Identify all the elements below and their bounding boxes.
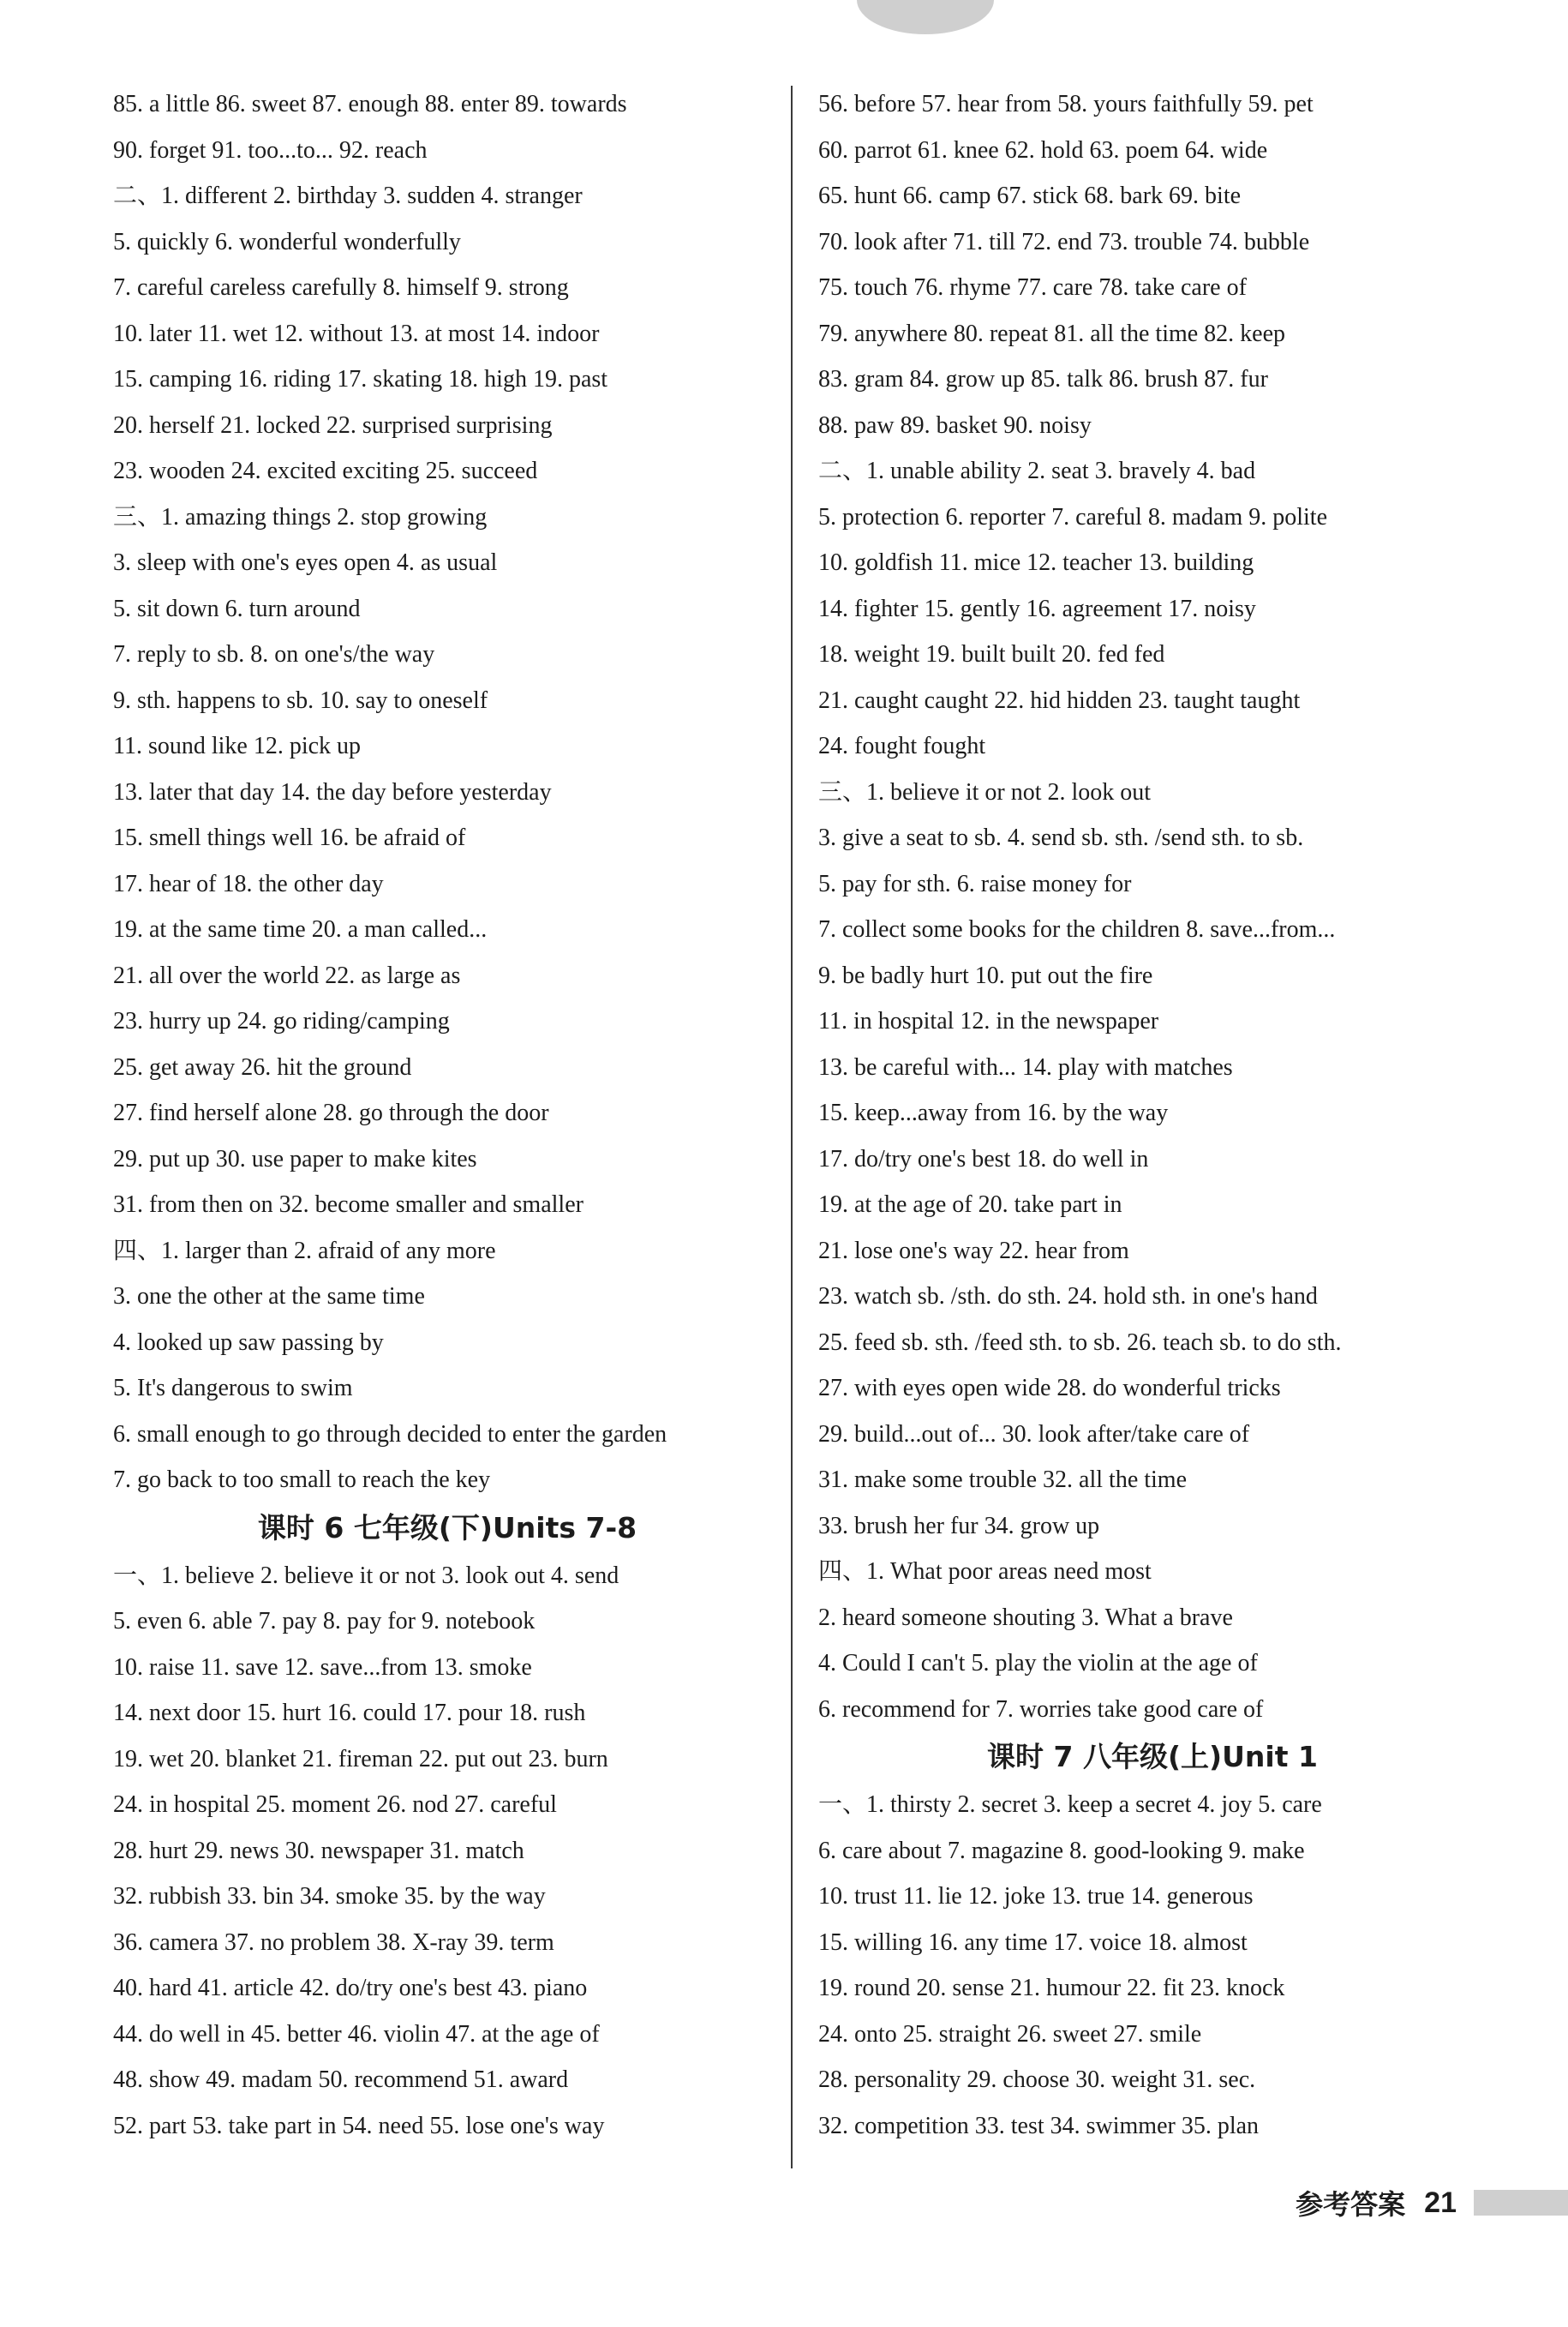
- answer-line: 60. parrot 61. knee 62. hold 63. poem 64. wide: [818, 136, 1268, 164]
- answer-line: 3. one the other at the same time: [113, 1283, 425, 1310]
- answer-line: 25. get away 26. hit the ground: [113, 1053, 412, 1081]
- answer-line: 11. in hospital 12. in the newspaper: [818, 1008, 1159, 1035]
- answer-line: 24. fought fought: [818, 733, 986, 759]
- answer-line: 44. do well in 45. better 46. violin 47. at the age of: [113, 2020, 600, 2048]
- answer-line: 15. willing 16. any time 17. voice 18. almost: [818, 1928, 1248, 1956]
- page-number: 21: [1424, 2186, 1457, 2219]
- answer-line: 20. herself 21. locked 22. surprised surprising: [113, 411, 553, 439]
- answer-line: 85. a little 86. sweet 87. enough 88. enter 89. towards: [113, 91, 627, 117]
- answer-line: 15. smell things well 16. be afraid of: [113, 825, 466, 851]
- answer-line: 21. lose one's way 22. hear from: [818, 1237, 1129, 1264]
- answer-line: 14. fighter 15. gently 16. agreement 17. noisy: [818, 595, 1256, 622]
- answer-line: 7. collect some books for the children 8. save...from...: [818, 916, 1336, 943]
- answer-line: 36. camera 37. no problem 38. X-ray 39. term: [113, 1928, 554, 1956]
- answer-line: 31. make some trouble 32. all the time: [818, 1466, 1188, 1493]
- answer-line: 一、1. believe 2. believe it or not 3. look out 4. send: [113, 1562, 619, 1589]
- answer-line: 29. put up 30. use paper to make kites: [113, 1145, 477, 1172]
- answer-line: 四、1. What poor areas need most: [818, 1558, 1152, 1585]
- answer-line: 48. show 49. madam 50. recommend 51. award: [113, 2066, 569, 2093]
- answer-line: 4. Could I can't 5. play the violin at the age of: [818, 1650, 1258, 1676]
- answer-line: 三、1. believe it or not 2. look out: [818, 778, 1152, 806]
- answer-line: 29. build...out of... 30. look after/take care of: [818, 1420, 1250, 1448]
- answer-line: 19. wet 20. blanket 21. fireman 22. put out 23. burn: [113, 1745, 608, 1772]
- answer-line: 3. give a seat to sb. 4. send sb. sth. /send sth. to sb.: [818, 825, 1304, 851]
- answer-line: 31. from then on 32. become smaller and smaller: [113, 1191, 584, 1218]
- right-column: [818, 81, 1487, 2149]
- answer-line: 23. watch sb. /sth. do sth. 24. hold sth. in one's hand: [818, 1283, 1318, 1310]
- section-heading: 课时 7 八年级(上)Unit 1: [987, 1740, 1318, 1773]
- answer-line: 75. touch 76. rhyme 77. care 78. take care of: [818, 274, 1247, 301]
- answer-line: 24. onto 25. straight 26. sweet 27. smile: [818, 2020, 1202, 2048]
- section-heading: 课时 6 七年级(下)Units 7-8: [257, 1510, 637, 1544]
- answer-line: 3. sleep with one's eyes open 4. as usual: [113, 549, 498, 576]
- answer-line: 27. with eyes open wide 28. do wonderful tricks: [818, 1375, 1281, 1401]
- answer-line: 13. later that day 14. the day before yesterday: [113, 778, 552, 806]
- answer-line: 三、1. amazing things 2. stop growing: [113, 503, 488, 531]
- answer-line: 15. keep...away from 16. by the way: [818, 1100, 1169, 1126]
- answer-line: 70. look after 71. till 72. end 73. trouble 74. bubble: [818, 228, 1310, 255]
- answer-line: 90. forget 91. too...to... 92. reach: [113, 136, 428, 164]
- answer-line: 11. sound like 12. pick up: [113, 733, 362, 759]
- answer-line: 19. at the same time 20. a man called...: [113, 916, 488, 943]
- answer-line: 5. It's dangerous to swim: [113, 1375, 353, 1401]
- left-column: [113, 81, 781, 2149]
- answer-line: 17. hear of 18. the other day: [113, 870, 384, 897]
- answer-line: 21. all over the world 22. as large as: [113, 962, 461, 989]
- answer-line: 5. sit down 6. turn around: [113, 595, 361, 622]
- answer-line: 25. feed sb. sth. /feed sth. to sb. 26. teach sb. to do sth.: [818, 1328, 1342, 1356]
- answer-line: 23. wooden 24. excited exciting 25. succeed: [113, 458, 538, 484]
- answer-line: 83. gram 84. grow up 85. talk 86. brush 87. fur: [818, 366, 1268, 393]
- answer-line: 32. rubbish 33. bin 34. smoke 35. by the way: [113, 1883, 546, 1910]
- answer-line: 4. looked up saw passing by: [113, 1328, 384, 1356]
- answer-line: 52. part 53. take part in 54. need 55. lose one's way: [113, 2112, 605, 2139]
- answer-line: 21. caught caught 22. hid hidden 23. taught taught: [818, 687, 1301, 714]
- answer-line: 23. hurry up 24. go riding/camping: [113, 1008, 450, 1035]
- answer-line: 6. care about 7. magazine 8. good-looking 9. make: [818, 1837, 1305, 1864]
- answer-line: 10. later 11. wet 12. without 13. at most 14. indoor: [113, 320, 600, 347]
- answer-line: 5. protection 6. reporter 7. careful 8. madam 9. polite: [818, 503, 1328, 531]
- footer-label: 参考答案: [1296, 2188, 1406, 2221]
- answer-line: 10. raise 11. save 12. save...from 13. smoke: [113, 1653, 532, 1681]
- answer-line: 5. even 6. able 7. pay 8. pay for 9. notebook: [113, 1608, 536, 1634]
- answer-line: 14. next door 15. hurt 16. could 17. pour 18. rush: [113, 1700, 586, 1726]
- column-divider: [791, 86, 793, 2168]
- answer-line: 6. small enough to go through decided to enter the garden: [113, 1420, 667, 1448]
- answer-line: 二、1. different 2. birthday 3. sudden 4. stranger: [113, 183, 583, 209]
- answer-line: 33. brush her fur 34. grow up: [818, 1512, 1100, 1539]
- answer-line: 四、1. larger than 2. afraid of any more: [113, 1237, 496, 1264]
- answer-line: 65. hunt 66. camp 67. stick 68. bark 69. bite: [818, 183, 1242, 209]
- answer-line: 79. anywhere 80. repeat 81. all the time 82. keep: [818, 320, 1286, 347]
- answer-line: 18. weight 19. built built 20. fed fed: [818, 641, 1165, 668]
- top-decoration: [857, 0, 994, 34]
- answer-line: 7. go back to too small to reach the key: [113, 1466, 491, 1493]
- answer-line: 10. goldfish 11. mice 12. teacher 13. building: [818, 549, 1254, 576]
- answer-line: 10. trust 11. lie 12. joke 13. true 14. generous: [818, 1883, 1254, 1910]
- answer-line: 2. heard someone shouting 3. What a brave: [818, 1604, 1233, 1631]
- footer-bar: [1474, 2190, 1568, 2216]
- answer-line: 88. paw 89. basket 90. noisy: [818, 411, 1092, 439]
- answer-line: 40. hard 41. article 42. do/try one's best 43. piano: [113, 1975, 588, 2001]
- answer-line: 28. hurt 29. news 30. newspaper 31. match: [113, 1837, 524, 1864]
- answer-line: 17. do/try one's best 18. do well in: [818, 1145, 1149, 1172]
- answer-line: 19. at the age of 20. take part in: [818, 1191, 1122, 1218]
- answer-line: 24. in hospital 25. moment 26. nod 27. careful: [113, 1791, 557, 1818]
- answer-line: 13. be careful with... 14. play with matches: [818, 1053, 1233, 1081]
- answer-line: 5. pay for sth. 6. raise money for: [818, 870, 1132, 897]
- answer-line: 28. personality 29. choose 30. weight 31. sec.: [818, 2066, 1256, 2093]
- answer-line: 7. reply to sb. 8. on one's/the way: [113, 641, 435, 668]
- answer-line: 32. competition 33. test 34. swimmer 35. plan: [818, 2112, 1260, 2139]
- answer-line: 27. find herself alone 28. go through the door: [113, 1100, 549, 1126]
- answer-line: 15. camping 16. riding 17. skating 18. high 19. past: [113, 366, 608, 393]
- page-footer: [1296, 2181, 1568, 2224]
- answer-line: 一、1. thirsty 2. secret 3. keep a secret 4. joy 5. care: [818, 1791, 1322, 1818]
- answer-line: 9. be badly hurt 10. put out the fire: [818, 962, 1153, 989]
- answer-line: 6. recommend for 7. worries take good care of: [818, 1695, 1264, 1723]
- answer-line: 5. quickly 6. wonderful wonderfully: [113, 228, 461, 255]
- answer-line: 9. sth. happens to sb. 10. say to oneself: [113, 687, 488, 714]
- answer-line: 56. before 57. hear from 58. yours faithfully 59. pet: [818, 91, 1314, 117]
- answer-line: 二、1. unable ability 2. seat 3. bravely 4. bad: [818, 458, 1256, 484]
- answer-line: 7. careful careless carefully 8. himself 9. strong: [113, 274, 569, 301]
- answer-line: 19. round 20. sense 21. humour 22. fit 23. knock: [818, 1975, 1285, 2001]
